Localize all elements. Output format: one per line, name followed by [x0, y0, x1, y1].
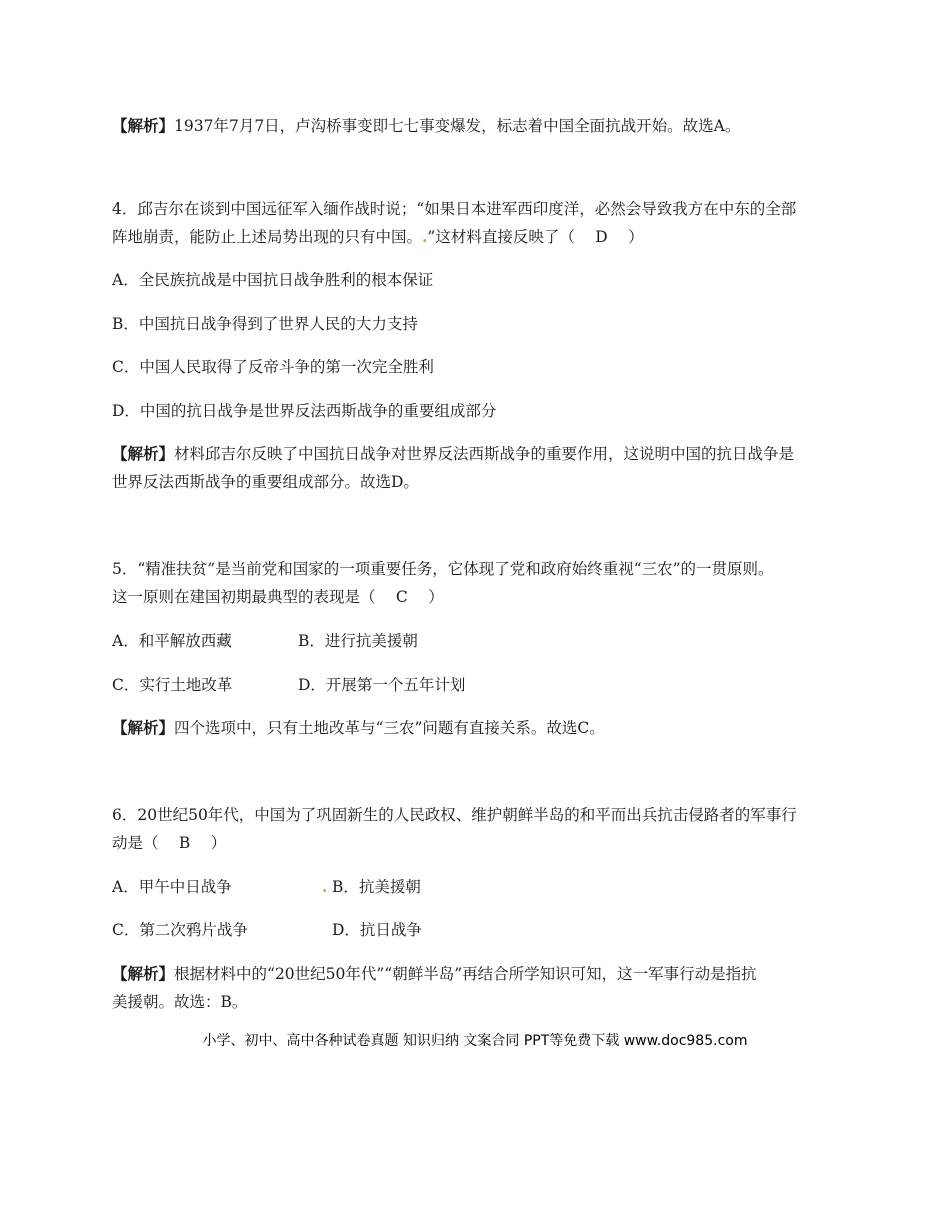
q6-options-row1	[112, 877, 852, 897]
analysis-tag: 【解析】	[112, 444, 175, 463]
q4-option-d: D．中国的抗日战争是世界反法西斯战争的重要组成部分	[112, 402, 497, 420]
q6-option-d: D．抗日战争	[332, 921, 422, 939]
analysis-tag: 【解析】	[112, 116, 175, 135]
analysis-text: 四个选项中，只有土地改革与“三农”问题有直接关系。故选C。	[174, 719, 605, 737]
analysis-text: 材料邱吉尔反映了中国抗日战争对世界反法西斯战争的重要作用，这说明中国的抗日战争是	[174, 445, 795, 463]
q6-analysis-line1	[112, 964, 852, 984]
analysis-tag: 【解析】	[112, 964, 175, 983]
q6-stem-line2: 动是（ B ）	[112, 834, 227, 852]
q5-stem-line1: 5．“精准扶贫”是当前党和国家的一项重要任务，它体现了党和政府始终重视“三农”的一贯原则。	[112, 560, 774, 578]
q4-stem-text-a: 阵地崩责，能防止上述局势出现的只有中国。	[112, 228, 423, 246]
q5-options-row2	[112, 675, 852, 695]
q5-stem-line2: 这一原则在建国初期最典型的表现是（ C ）	[112, 588, 444, 606]
q6-analysis-line2: 美援朝。故选：B。	[112, 993, 248, 1011]
q6-stem-line1: 6．20世纪50年代，中国为了巩固新生的人民政权、维护朝鲜半岛的和平而出兵抗击侵路者的军事行	[112, 806, 797, 824]
q3-analysis	[112, 116, 852, 136]
q5-option-d: D．开展第一个五年计划	[298, 676, 466, 694]
page-footer: 小学、初中、高中各种试卷真题 知识归纳 文案合同 PPT等免费下载 www.doc985.com	[202, 1033, 748, 1049]
q5-option-c: C．实行土地改革	[112, 676, 233, 694]
q5-option-b: B．进行抗美援朝	[298, 632, 418, 650]
q4-analysis-line1	[112, 444, 852, 464]
q4-option-a: A．全民族抗战是中国抗日战争胜利的根本保证	[112, 271, 434, 289]
q5-analysis	[112, 718, 852, 738]
q6-option-a: A．甲午中日战争	[112, 878, 232, 896]
analysis-text: 1937年7月7日，卢沟桥事变即七七事变爆发，标志着中国全面抗战开始。故选A。	[174, 117, 741, 135]
analysis-tag: 【解析】	[112, 718, 175, 737]
q6-option-c: C．第二次鸦片战争	[112, 921, 248, 939]
q4-option-c: C．中国人民取得了反帝斗争的第一次完全胜利	[112, 358, 434, 376]
q4-stem-line2	[112, 227, 852, 247]
q6-option-b: B．抗美援朝	[332, 878, 421, 896]
q5-options-row1	[112, 631, 852, 651]
q4-stem-text-b: ”这材料直接反映了（ D ）	[427, 228, 644, 246]
q6-option-dot: .	[322, 877, 328, 896]
analysis-text: 根据材料中的“20世纪50年代”“朝鲜半岛”再结合所学知识可知，这一军事行动是指抗	[174, 965, 757, 983]
q4-stem-line1: 4．邱吉尔在谈到中国远征军入缅作战时说；“如果日本进军西印度洋，必然会导致我方在中东的全部	[112, 200, 797, 218]
q6-options-row2	[112, 920, 852, 940]
q5-option-a: A．和平解放西藏	[112, 632, 232, 650]
q4-option-b: B．中国抗日战争得到了世界人民的大力支持	[112, 315, 418, 333]
q4-stem-dot: .	[422, 227, 428, 246]
q4-analysis-line2: 世界反法西斯战争的重要组成部分。故选D。	[112, 473, 419, 491]
